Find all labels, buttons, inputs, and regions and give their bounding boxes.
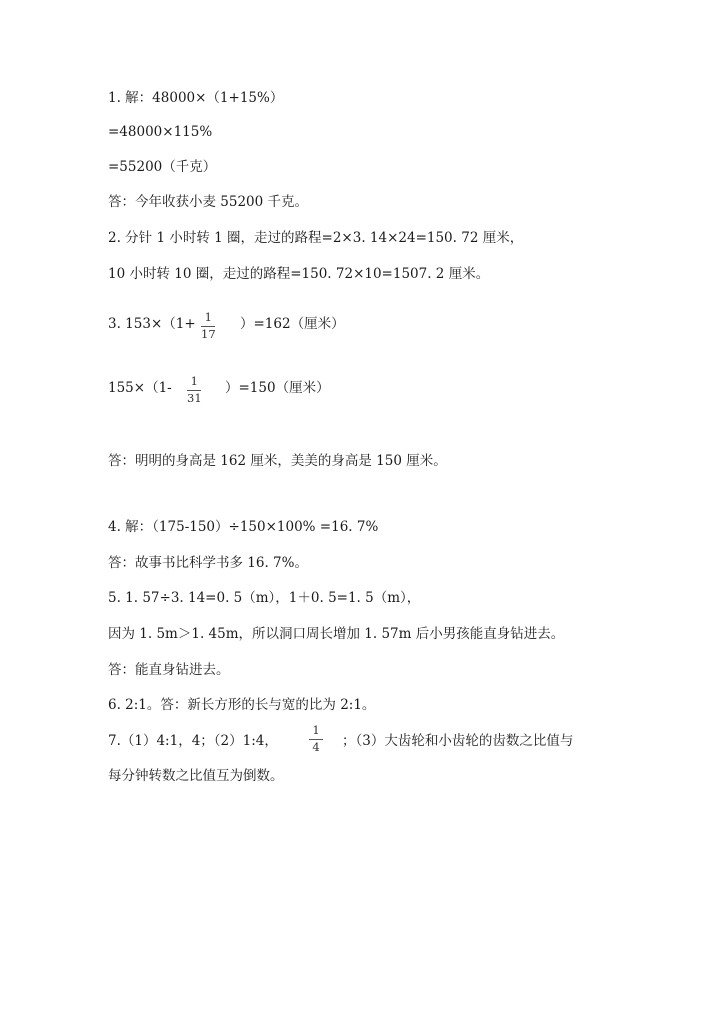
answer-6-line: 6. 2:1。答：新长方形的长与宽的比为 2:1。 xyxy=(108,697,376,713)
fraction-denominator: 4 xyxy=(312,740,320,754)
fraction-1-4 xyxy=(309,724,323,754)
answer-1-line-2: =48000×115% xyxy=(108,124,213,140)
fraction-denominator: 17 xyxy=(201,327,216,341)
answer-7-line-1-end: ；（3）大齿轮和小齿轮的齿数之比值与 xyxy=(342,733,574,749)
fraction-numerator: 1 xyxy=(204,310,212,324)
fraction-numerator: 1 xyxy=(312,723,320,737)
fraction-1-31 xyxy=(187,375,202,405)
answer-1-conclusion: 答：今年收获小麦 55200 千克。 xyxy=(108,194,309,210)
answer-2-line-2: 10 小时转 10 圈，走过的路程=150. 72×10=1507. 2 厘米。 xyxy=(108,266,490,282)
answer-1-line-1: 1. 解：48000×（1+15%） xyxy=(108,90,284,106)
answer-4-line-1: 4. 解：（175-150）÷150×100% =16. 7% xyxy=(108,519,379,535)
answer-4-conclusion: 答：故事书比科学书多 16. 7%。 xyxy=(108,555,308,571)
answer-7-line-1-start: 7.（1）4:1，4；（2）1:4， xyxy=(108,733,278,749)
fraction-1-17 xyxy=(201,311,216,341)
answer-3-line-2-end: ）=150（厘米） xyxy=(225,380,330,396)
answer-3-line-1-start: 3. 153×（1+ xyxy=(108,316,196,332)
answer-7-line-2: 每分钟转数之比值互为倒数。 xyxy=(108,768,284,784)
answer-3-conclusion: 答：明明的身高是 162 厘米，美美的身高是 150 厘米。 xyxy=(108,453,447,469)
answer-5-conclusion: 答：能直身钻进去。 xyxy=(108,662,230,678)
answer-3-line-1-end: ）=162（厘米） xyxy=(240,316,345,332)
answer-5-line-1: 5. 1. 57÷3. 14=0. 5（m），1＋0. 5=1. 5（m）， xyxy=(108,590,421,606)
answer-1-line-3: =55200（千克） xyxy=(108,159,217,175)
answer-3-line-2-start: 155×（1- xyxy=(108,380,172,396)
fraction-denominator: 31 xyxy=(187,391,202,405)
answer-2-line-1: 2. 分针 1 小时转 1 圈，走过的路程=2×3. 14×24=150. 72 厘米， xyxy=(108,230,524,246)
fraction-numerator: 1 xyxy=(190,374,198,388)
answer-5-line-2: 因为 1. 5m＞1. 45m，所以洞口周长增加 1. 57m 后小男孩能直身钻进去。 xyxy=(108,626,565,642)
